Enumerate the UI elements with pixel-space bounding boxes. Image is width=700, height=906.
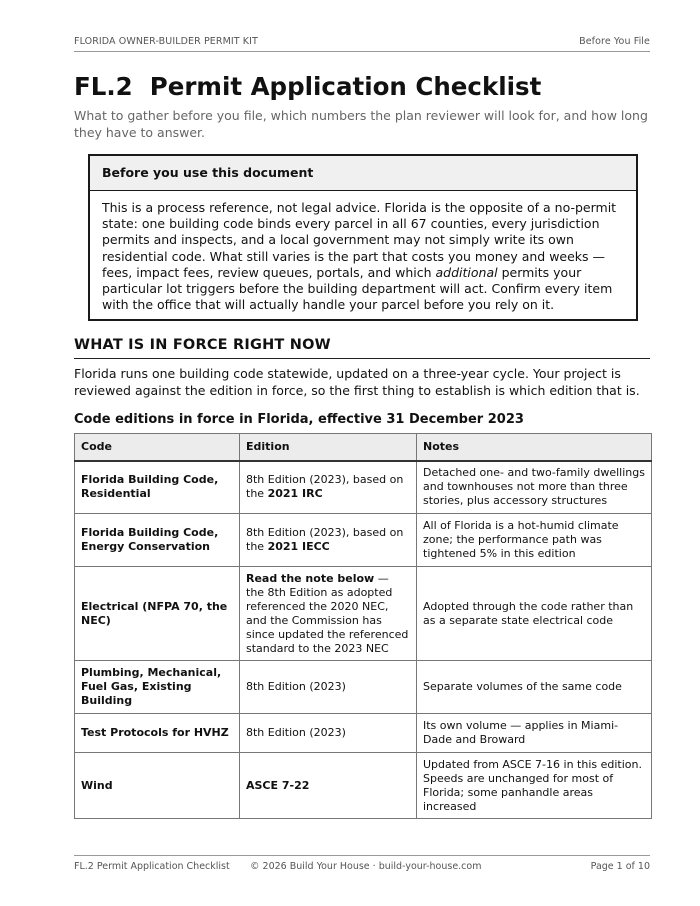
page-title [74, 72, 541, 101]
table-cell-notes: Detached one- and two-family dwellings and townhouses not more than three stories, plus accessory structures [417, 461, 652, 514]
table-cell-code: Wind [75, 753, 240, 819]
table-cell-notes: All of Florida is a hot-humid climate zone; the performance path was tightened 5% in this edition [417, 514, 652, 567]
table-cell-code: Plumbing, Mechanical, Fuel Gas, Existing Building [75, 661, 240, 714]
table-cell-edition [240, 753, 417, 819]
table-cell-notes: Its own volume — applies in Miami-Dade and Broward [417, 714, 652, 753]
notice-body-emphasis: additional [435, 264, 498, 280]
footer-copyright: © 2026 Build Your House · build-your-house.com [250, 861, 482, 872]
table-header-row [75, 434, 652, 461]
table-cell-edition: 8th Edition (2023) [240, 661, 417, 714]
table-caption: Code editions in force in Florida, effective 31 December 2023 [74, 412, 524, 427]
page-subtitle: What to gather before you file, which numbers the plan reviewer will look for, and how long they have to answer. [74, 108, 648, 140]
table-row [75, 661, 652, 714]
table-cell-notes: Separate volumes of the same code [417, 661, 652, 714]
edition-bold: ASCE 7-22 [246, 778, 310, 792]
table-row [75, 461, 652, 514]
table-row [75, 567, 652, 661]
table-cell-notes: Adopted through the code rather than as a separate state electrical code [417, 567, 652, 661]
table-cell-code: Florida Building Code, Energy Conservation [75, 514, 240, 567]
table-cell-notes: Updated from ASCE 7-16 in this edition. Speeds are unchanged for most of Florida; some panhandle areas increased [417, 753, 652, 819]
edition-text: 8th Edition (2023), based on the [246, 526, 404, 553]
section-heading: WHAT IS IN FORCE RIGHT NOW [74, 337, 650, 359]
table-row [75, 714, 652, 753]
notice-body-text-1: This is a process reference, not legal advice. Florida is the opposite of a no-permit state: one building code binds every parcel in all 67 counties, every jurisdiction permits and inspects, and a local government may not simply write its own residential code. What still varies is the part that costs you money and weeks — fees, impact fees, review queues, portals, and which [102, 200, 617, 280]
notice-body-text-2: permits your particular lot triggers before the building department will act. Confirm every item with the office that will actually handle your parcel before you rely on it. [102, 264, 613, 313]
table-cell-edition [240, 567, 417, 661]
table-cell-code: Electrical (NFPA 70, the NEC) [75, 567, 240, 661]
code-editions-table [74, 433, 652, 819]
running-header-left: FLORIDA OWNER-BUILDER PERMIT KIT [74, 36, 258, 47]
edition-bold: 2021 IECC [267, 540, 330, 553]
running-header [74, 36, 650, 52]
running-header-right: Before You File [579, 36, 650, 47]
notice-body [90, 191, 636, 313]
page-title-text: Permit Application Checklist [149, 72, 542, 101]
table-row [75, 753, 652, 819]
edition-bold: 2021 IRC [267, 487, 323, 501]
edition-text: — the 8th Edition as adopted referenced the 2020 NEC, and the Commission has since updated the referenced standard to the 2023 NEC [246, 571, 409, 655]
notice-box [88, 154, 638, 321]
running-footer [74, 855, 650, 872]
section-intro: Florida runs one building code statewide, updated on a three-year cycle. Your project is reviewed against the edition in force, so the first thing to establish is which edition that is. [74, 366, 640, 398]
edition-text: 8th Edition (2023), based on the [246, 473, 404, 501]
notice-heading: Before you use this document [90, 156, 636, 191]
table-cell-edition [240, 461, 417, 514]
table-cell-code: Florida Building Code, Residential [75, 461, 240, 514]
table-header-code: Code [75, 434, 240, 461]
table-header-edition: Edition [240, 434, 417, 461]
table-cell-edition: 8th Edition (2023) [240, 714, 417, 753]
footer-doc-title: FL.2 Permit Application Checklist [74, 861, 230, 872]
table-row [75, 514, 652, 567]
table-header-notes: Notes [417, 434, 652, 461]
page-title-number: FL.2 [74, 72, 133, 101]
footer-page-number: Page 1 of 10 [590, 861, 650, 872]
edition-bold: Read the note below [246, 571, 375, 585]
table-cell-code: Test Protocols for HVHZ [75, 714, 240, 753]
table-cell-edition [240, 514, 417, 567]
